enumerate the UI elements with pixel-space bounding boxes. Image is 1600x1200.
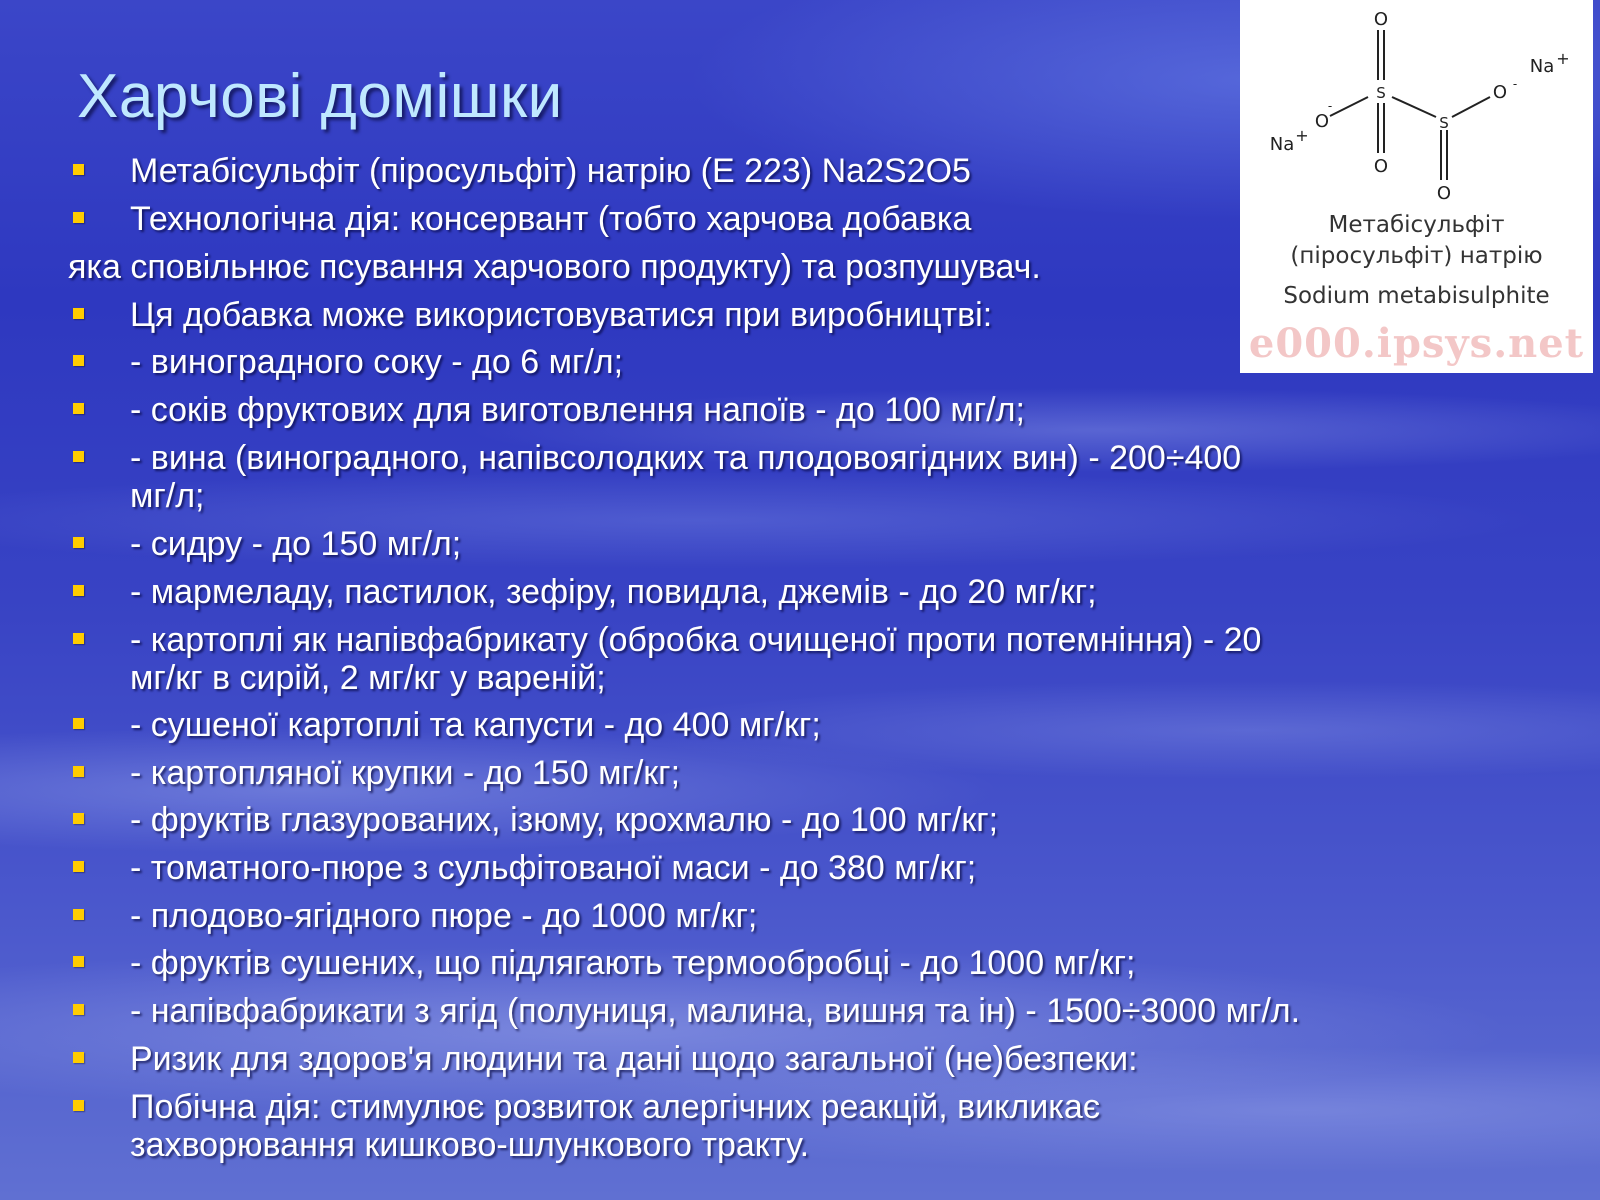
list-item-text: - фруктів сушених, що підлягають термообробці - до 1000 мг/кг;: [130, 944, 1136, 982]
list-item-text-line2: мг/кг в сирій, 2 мг/кг у вареній;: [130, 659, 606, 697]
square-bullet-icon: [73, 1052, 84, 1063]
square-bullet-icon: [73, 1004, 84, 1015]
list-item-text: Метабісульфіт (піросульфіт) натрію (Е 223) Na2S2O5: [130, 152, 971, 190]
atom-sulfur-label: S: [1439, 114, 1449, 132]
square-bullet-icon: [73, 1100, 84, 1111]
list-item-text: - виноградного соку - до 6 мг/л;: [130, 343, 624, 381]
molecule-diagram: [1240, 0, 1593, 215]
list-item-text: - сидру - до 150 мг/л;: [130, 525, 462, 563]
square-bullet-icon: [73, 633, 84, 644]
list-item: [130, 391, 1025, 429]
list-item-text: - мармеладу, пастилок, зефіру, повидла, джемів - до 20 мг/кг;: [130, 573, 1097, 611]
chemical-structure-figure: [1240, 0, 1593, 373]
square-bullet-icon: [73, 355, 84, 366]
atom-sulfur-label: S: [1376, 84, 1386, 102]
square-bullet-icon: [73, 585, 84, 596]
list-item: [130, 944, 1136, 982]
list-item: [130, 525, 461, 563]
list-item: [130, 1040, 1138, 1078]
square-bullet-icon: [73, 308, 84, 319]
list-item-continuation: [68, 248, 1041, 286]
list-item: [130, 849, 976, 887]
atom-oxygen-anion-label: O: [1492, 82, 1508, 103]
figure-caption-line1: Метабісульфіт: [1328, 212, 1505, 238]
atom-oxygen-label: O: [1436, 183, 1452, 204]
atom-oxygen-label: O: [1373, 9, 1389, 30]
square-bullet-icon: [73, 718, 84, 729]
list-item: [130, 621, 1261, 697]
watermark-text: e000.ipsys.net: [1248, 320, 1585, 367]
list-item-text: - сушеної картоплі та капусти - до 400 мг/кг;: [130, 706, 821, 744]
list-item: [130, 152, 971, 190]
sodium-ion-label: Na: [1529, 56, 1555, 77]
list-item-text: Ця добавка може використовуватися при виробництві:: [130, 296, 993, 334]
list-item-text: - напівфабрикати з ягід (полуниця, малина, вишня та ін) - 1500÷3000 мг/л.: [130, 992, 1301, 1030]
list-item: [130, 706, 821, 744]
charge-minus-label: -: [1327, 99, 1333, 113]
list-item: [130, 897, 757, 935]
charge-plus-label: +: [1295, 126, 1309, 145]
list-item: [130, 200, 971, 238]
list-item: [130, 343, 623, 381]
charge-plus-label: +: [1556, 49, 1570, 68]
square-bullet-icon: [73, 861, 84, 872]
atom-oxygen-label: O: [1373, 156, 1389, 177]
square-bullet-icon: [73, 403, 84, 414]
list-item-text: Технологічна дія: консервант (тобто харчова добавка: [130, 200, 972, 238]
sodium-ion-label: Na: [1269, 134, 1295, 155]
charge-minus-label: -: [1512, 77, 1518, 91]
square-bullet-icon: [73, 909, 84, 920]
list-item: [130, 1088, 1100, 1164]
list-item-text: Ризик для здоров'я людини та дані щодо загальної (не)безпеки:: [130, 1040, 1138, 1078]
list-item-text: - соків фруктових для виготовлення напоїв - до 100 мг/л;: [130, 391, 1025, 429]
list-item-text-line2: мг/л;: [130, 477, 205, 515]
square-bullet-icon: [73, 813, 84, 824]
list-item-text: яка сповільнює псування харчового продукту) та розпушувач.: [68, 248, 1041, 286]
square-bullet-icon: [73, 164, 84, 175]
list-item: [130, 801, 998, 839]
square-bullet-icon: [73, 956, 84, 967]
square-bullet-icon: [73, 766, 84, 777]
atom-oxygen-anion-label: O: [1314, 111, 1330, 132]
slide-title: Харчові домішки: [77, 62, 563, 131]
list-item-text-line2: захворювання кишково-шлункового тракту.: [130, 1126, 810, 1164]
list-item-text: - вина (виноградного, напівсолодких та плодовоягідних вин) - 200÷400: [130, 439, 1242, 477]
list-item: [130, 992, 1300, 1030]
list-item-text: - картоплі як напівфабрикату (обробка очищеної проти потемніння) - 20: [130, 621, 1262, 659]
square-bullet-icon: [73, 212, 84, 223]
list-item: [130, 573, 1097, 611]
square-bullet-icon: [73, 537, 84, 548]
list-item-text: - томатного-пюре з сульфітованої маси - до 380 мг/кг;: [130, 849, 977, 887]
list-item-text: - картопляної крупки - до 150 мг/кг;: [130, 754, 681, 792]
figure-caption-line3: Sodium metabisulphite: [1283, 283, 1550, 309]
square-bullet-icon: [73, 451, 84, 462]
list-item-text: - фруктів глазурованих, ізюму, крохмалю - до 100 мг/кг;: [130, 801, 999, 839]
list-item: [130, 439, 1241, 515]
list-item: [130, 296, 992, 334]
figure-caption-line2: (піросульфіт) натрію: [1290, 243, 1543, 269]
list-item: [130, 754, 680, 792]
list-item-text: - плодово-ягідного пюре - до 1000 мг/кг;: [130, 897, 758, 935]
list-item-text: Побічна дія: стимулює розвиток алергічних реакцій, викликає: [130, 1088, 1101, 1126]
